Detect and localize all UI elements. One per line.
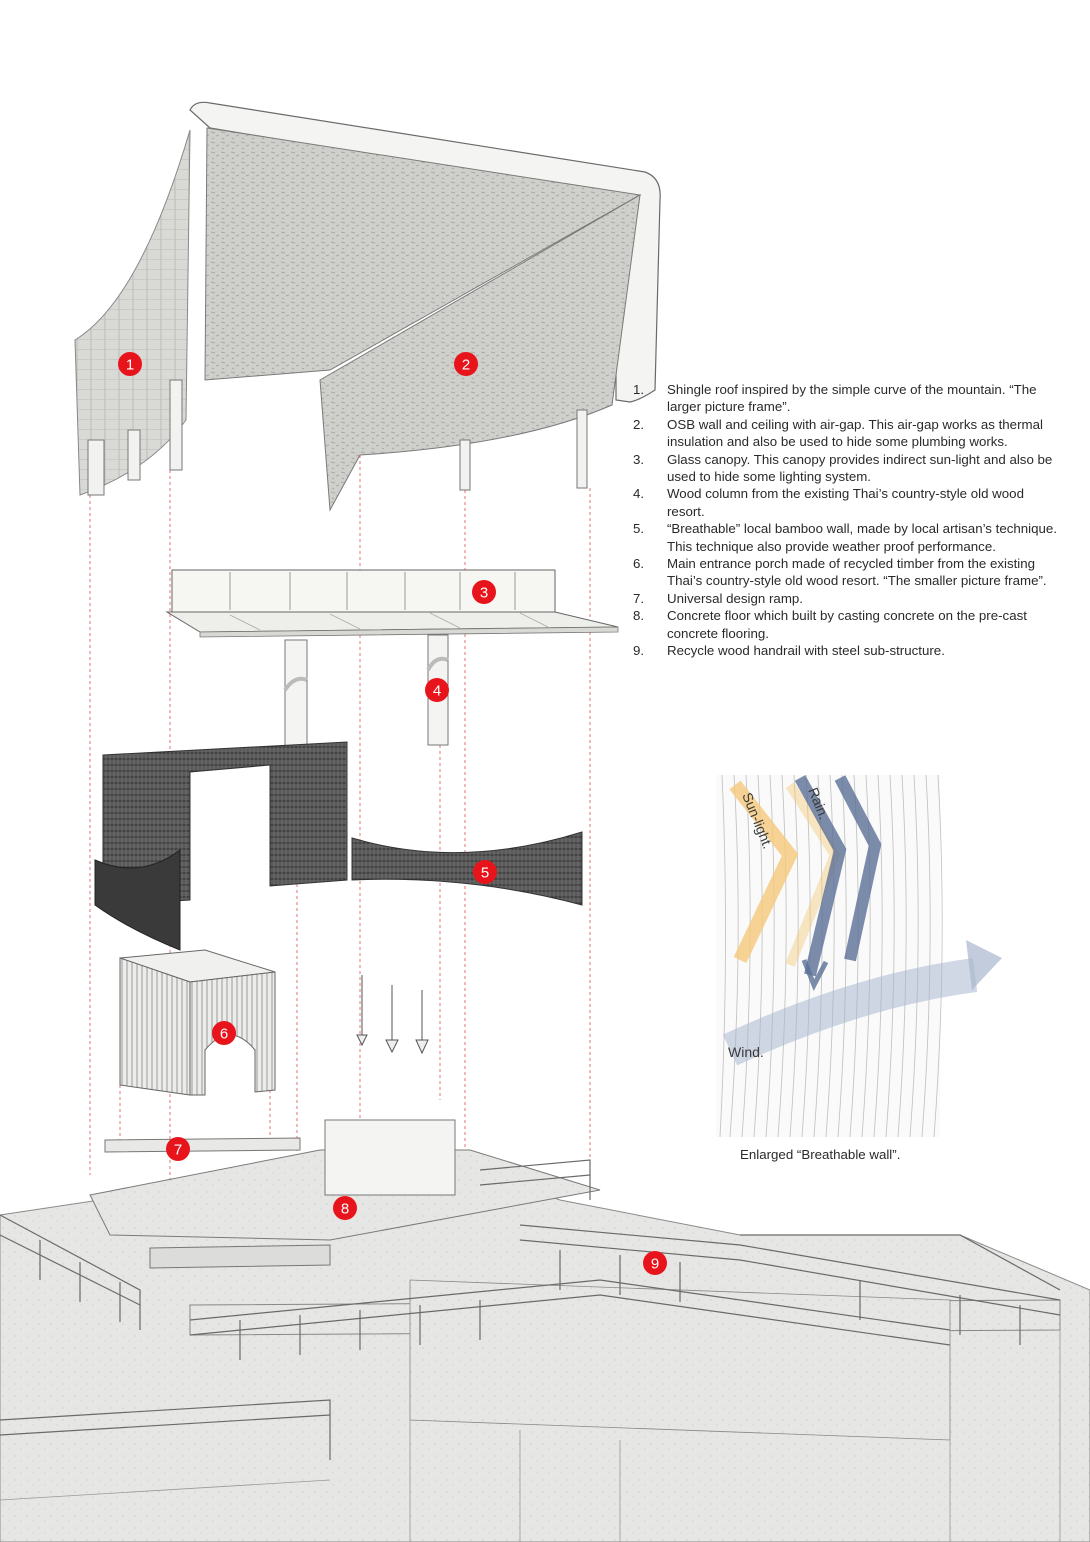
legend-item-9 — [633, 642, 1063, 659]
legend-number: 2. — [633, 416, 645, 432]
legend-item-7 — [633, 590, 1063, 607]
pendant-lamps — [357, 975, 428, 1053]
svg-text:Sun-light.: Sun-light. — [739, 790, 777, 851]
legend-number: 5. — [633, 521, 645, 537]
legend-item-1 — [633, 381, 1063, 416]
marker-2 — [454, 352, 478, 376]
svg-text:1: 1 — [125, 356, 135, 374]
legend-number: 1. — [633, 382, 645, 397]
legend-number: 4. — [633, 486, 645, 502]
svg-text:Rain.: Rain. — [805, 785, 833, 822]
marker-8 — [333, 1196, 357, 1220]
marker-4 — [425, 678, 449, 702]
bamboo-walls — [95, 742, 582, 950]
breathable-wall-detail — [716, 775, 1002, 1137]
legend-text: Wood column from the existing Thai’s country-style old wood resort. — [667, 486, 1024, 519]
svg-text:Wind.: Wind. — [728, 1044, 764, 1060]
svg-text:8: 8 — [340, 1200, 350, 1218]
svg-text:4: 4 — [432, 682, 442, 700]
legend-number: 9. — [633, 643, 645, 659]
legend-number: 3. — [633, 451, 645, 467]
glass-canopy — [167, 570, 618, 637]
marker-9 — [643, 1251, 667, 1275]
legend-text: Universal design ramp. — [667, 590, 803, 606]
svg-text:3: 3 — [479, 584, 489, 602]
legend-text: Main entrance porch made of recycled timber from the existing Thai’s country-style old wood resort. “The smaller picture frame”. — [667, 556, 1047, 589]
svg-text:7: 7 — [173, 1141, 183, 1159]
legend-item-8 — [633, 607, 1063, 642]
entrance-porch — [120, 950, 275, 1095]
marker-5 — [473, 860, 497, 884]
svg-text:6: 6 — [219, 1025, 229, 1043]
legend-item-6 — [633, 555, 1063, 590]
legend-item-5 — [633, 520, 1063, 555]
marker-3 — [472, 580, 496, 604]
legend-number: 6. — [633, 556, 645, 572]
concrete-floor-and-base — [0, 1120, 1090, 1542]
legend-text: Recycle wood handrail with steel sub-structure. — [667, 643, 945, 659]
legend-text: Glass canopy. This canopy provides indirect sun-light and also be used to hide some lighting system. — [667, 451, 1053, 485]
svg-text:9: 9 — [650, 1255, 660, 1273]
legend-text: “Breathable” local bamboo wall, made by local artisan’s technique. This technique also provide weather proof performance. — [667, 521, 1058, 554]
svg-text:2: 2 — [461, 356, 471, 374]
svg-text:5: 5 — [480, 864, 490, 882]
wood-columns — [285, 635, 448, 752]
legend-item-2 — [633, 416, 1063, 451]
legend-number: 7. — [633, 590, 645, 606]
legend-number: 8. — [633, 608, 645, 624]
legend-text: Shingle roof inspired by the simple curve of the mountain. “The larger picture frame”. — [667, 382, 1037, 415]
legend-text: Concrete floor which built by casting concrete on the pre-cast concrete flooring. — [667, 608, 1027, 641]
marker-7 — [166, 1137, 190, 1161]
breathable-wall-caption: Enlarged “Breathable wall”. — [740, 1147, 901, 1162]
legend-item-3 — [633, 451, 1063, 486]
marker-1 — [118, 352, 142, 376]
component-legend — [633, 381, 1063, 660]
legend-item-4 — [633, 485, 1063, 520]
legend-text: OSB wall and ceiling with air-gap. This air-gap works as thermal insulation and also be used to hide some plumbing works. — [667, 416, 1043, 450]
marker-6 — [212, 1021, 236, 1045]
